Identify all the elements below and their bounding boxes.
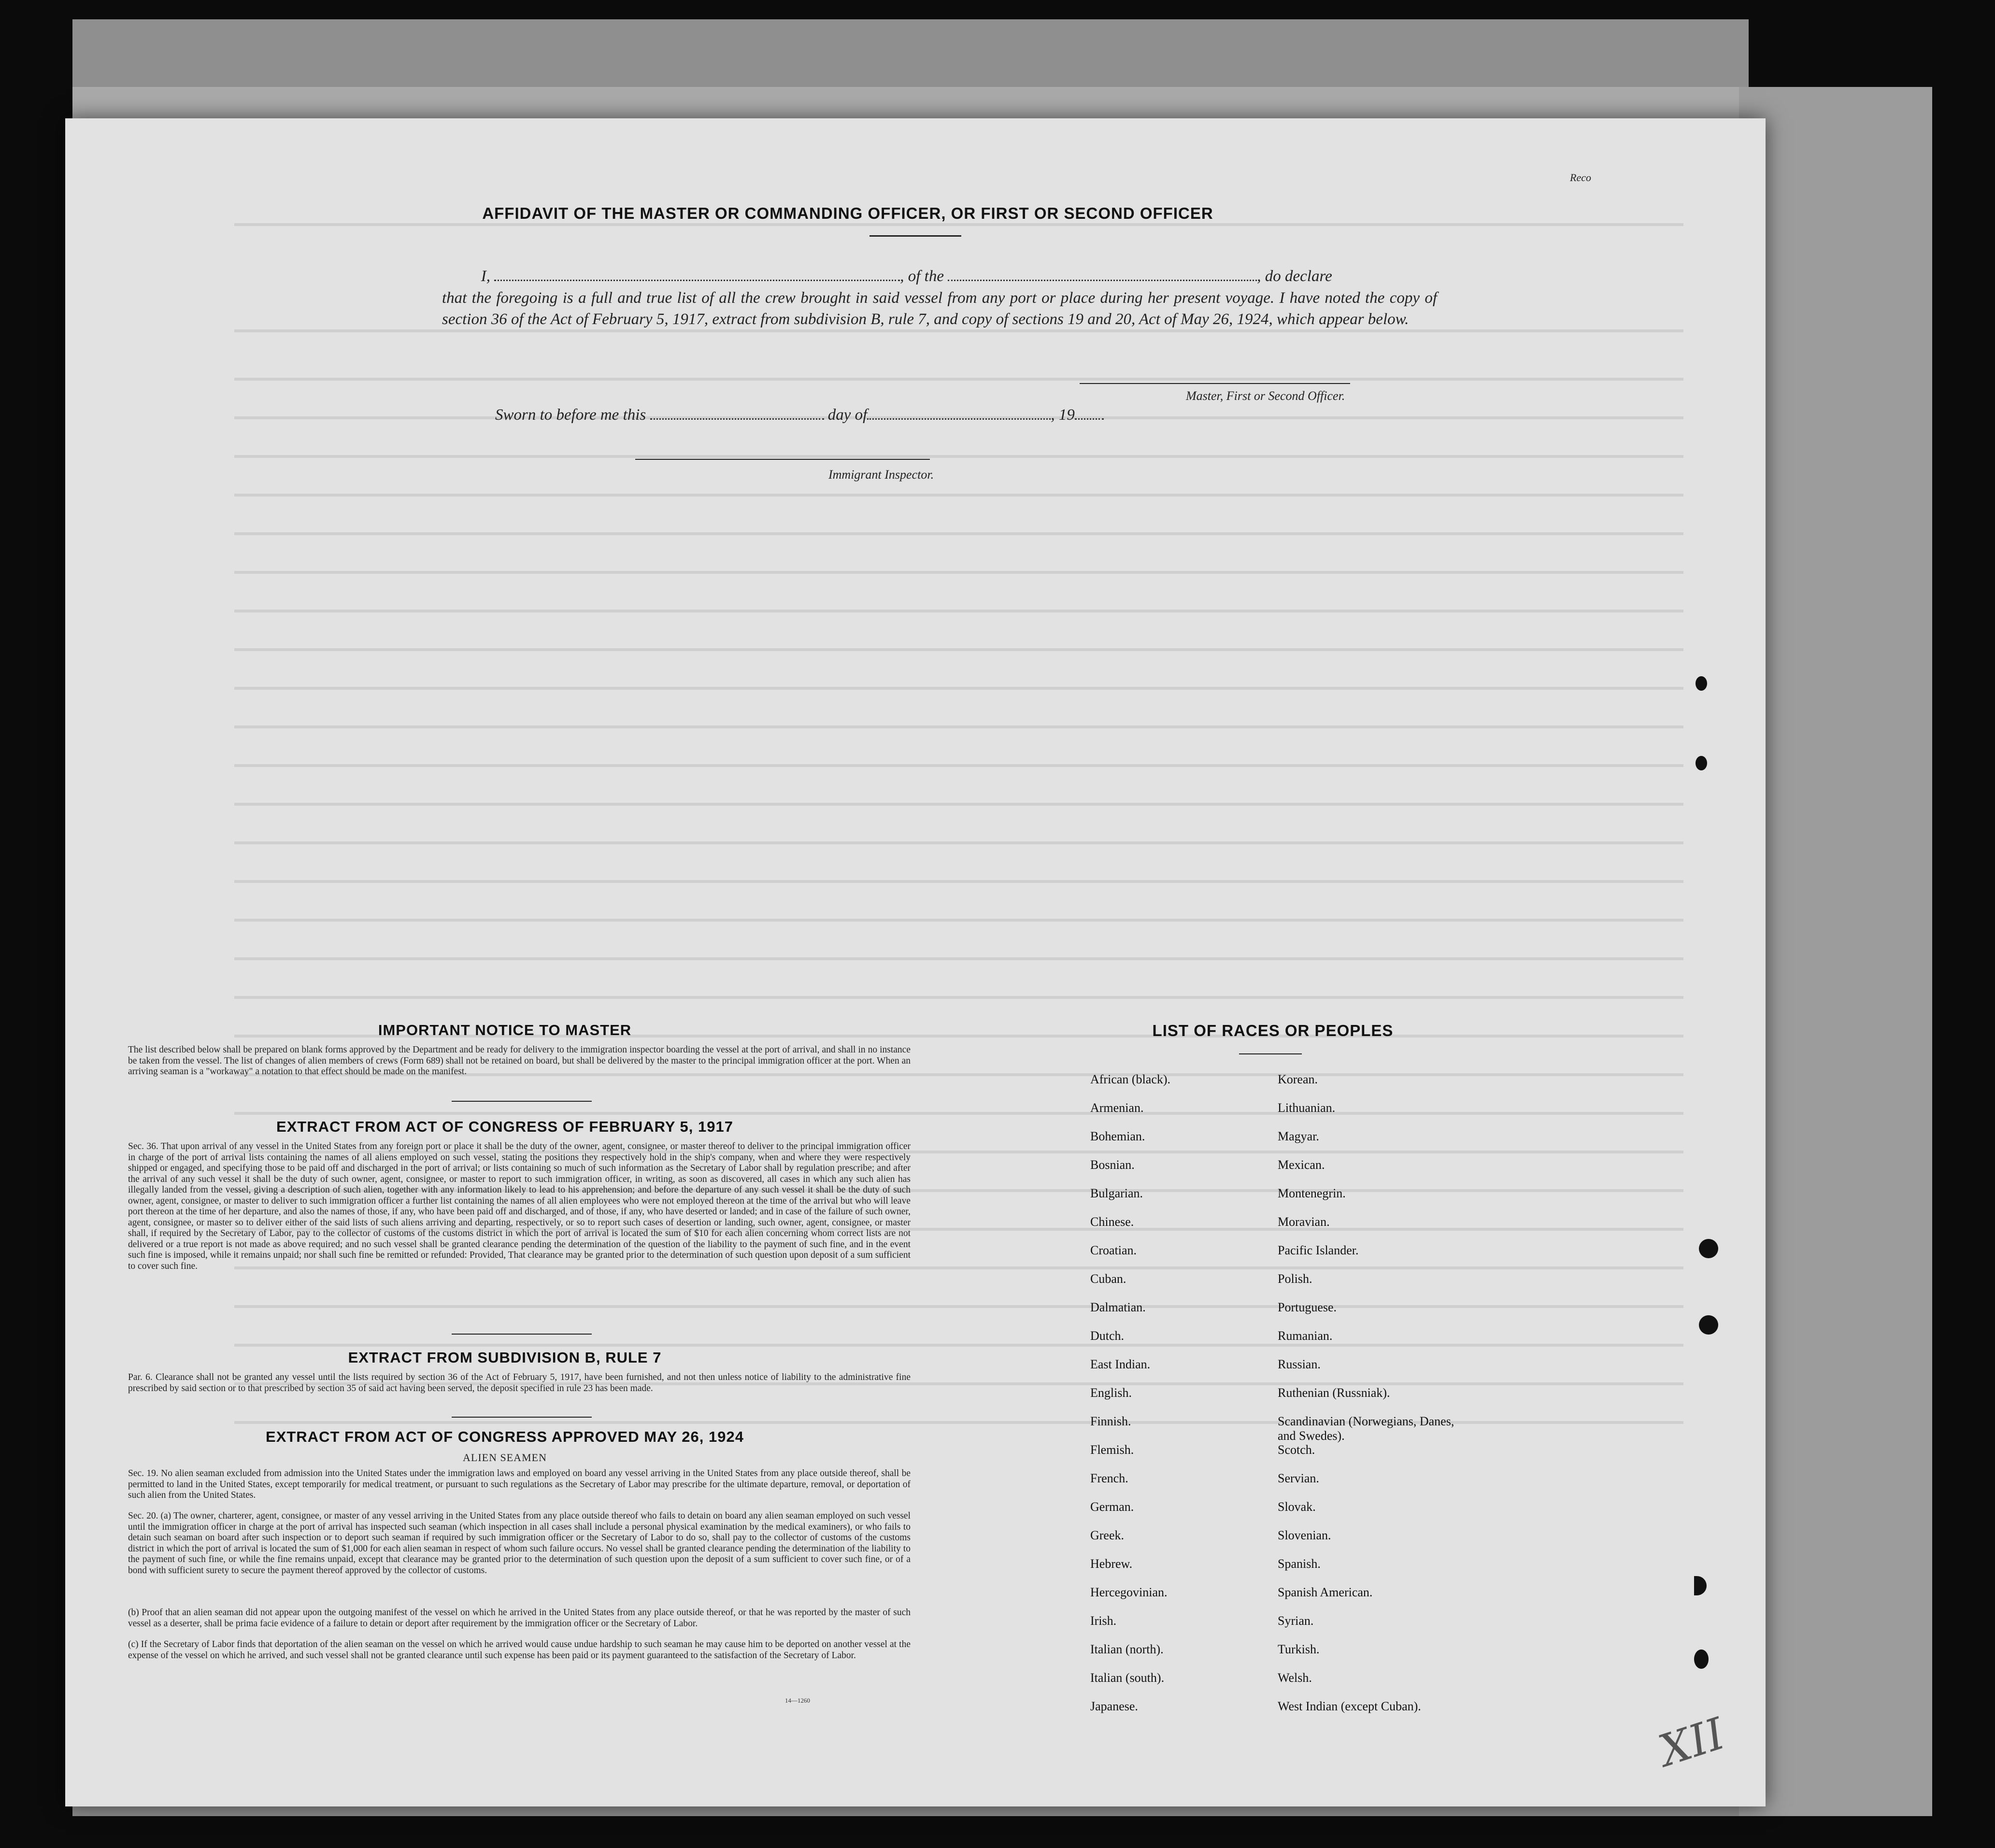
extract-rule7-title: EXTRACT FROM SUBDIVISION B, RULE 7	[348, 1349, 662, 1366]
extract-1924-title: EXTRACT FROM ACT OF CONGRESS APPROVED MAY 26, 1924	[266, 1428, 744, 1445]
declarant-prefix: I,	[481, 268, 490, 285]
sworn-month-field[interactable]	[867, 406, 1051, 420]
race-item: Italian (south).	[1090, 1671, 1165, 1685]
race-item: Greek.	[1090, 1528, 1125, 1542]
section-divider	[452, 1334, 592, 1335]
race-item: Mexican.	[1278, 1158, 1325, 1172]
vessel-prefix: , of the	[900, 268, 944, 285]
extract-1917-text: Sec. 36. That upon arrival of any vessel in the United States from any foreign port or place it shall be the duty of the owner, agent, consignee, or master thereof to deliver to the principal immigration officer in charge of the port of arrival lists containing the names of all aliens employed on such vessel, stating the positions they respectively hold in the ship's company, when and where they were respectively shipped or engaged, and specifying those to be paid off and discharged in the port of arrival; or lists containing so much of such information as the Secretary of Labor shall by regulation prescribe; and after the arrival of any such vessel it shall be the duty of such owner, agent, consignee, or master to report to such immigration officer, in writing, as soon as discovered, all cases in which any such alien has illegally landed from the vessel, giving a description of such alien, together with any information likely to lead to his apprehension; and before the departure of any such vessel it shall be the duty of such owner, agent, consignee, or master to deliver to such immigration officer a further list containing the names of all alien employees who were not employed thereon at the time of the arrival but who will leave port thereon at the time of her departure, and also the names of those, if any, who have been paid off and discharged, and of those, if any, who have deserted or landed; and in case of the failure of such owner, agent, consignee, or master so to deliver either of the said lists of such aliens arriving and departing, respectively, or so to report such cases of desertion or landing, such owner, agent, consignee, or master shall, if required by the Secretary of Labor, pay to the collector of customs of the customs district in which the port of arrival is located the sum of $10 for each alien concerning whom correct lists are not delivered or a true report is not made as above required; and no such vessel shall be granted clearance pending the determination of the question of the liability to the payment of such fine, and in the event such fine is imposed, while it remains unpaid; nor shall such fine be remitted or refunded: Provided, That clearance may be granted prior to the determination of such question upon deposit of a sum sufficient to cover such fine.	[128, 1141, 911, 1271]
section-divider	[452, 1101, 592, 1102]
races-title: LIST OF RACES OR PEOPLES	[1152, 1022, 1394, 1039]
race-item: Montenegrin.	[1278, 1186, 1346, 1200]
extract-1924-sec20b: (b) Proof that an alien seaman did not appear upon the outgoing manifest of the vessel on which he arrived in the United States from any place outside thereof, or that he was reported by the master of such vessel as a deserter, shall be prima facie evidence of a failure to detain or deport after requirement by the immigration officer or the Secretary of Labor.	[128, 1607, 911, 1629]
affidavit-body: that the foregoing is a full and true list of all the crew brought in said vessel from any port or place during her present voyage. I have noted the copy of section 36 of the Act of February 5, 1917, extract from subdivision B, rule 7, and copy of sections 19 and 20, Act of May 26, 1924, which appear below.	[442, 289, 1437, 328]
race-item: French.	[1090, 1471, 1128, 1485]
extract-1924-sec19: Sec. 19. No alien seaman excluded from admission into the United States under the immigration laws and employed on board any vessel arriving in the United States from any place outside thereof, shall be permitted to land in the United States, except temporarily for medical treatment, or pursuant to such regulations as the Secretary of Labor may prescribe for the ultimate departure, removal, or deportation of such alien from the United States.	[128, 1468, 911, 1500]
race-item: Magyar.	[1278, 1129, 1319, 1143]
section-divider	[452, 1417, 592, 1418]
form-number: 14—1260	[785, 1697, 810, 1704]
declarant-name-field[interactable]	[494, 267, 900, 281]
race-item: Rumanian.	[1278, 1329, 1333, 1343]
race-item: Ruthenian (Russniak).	[1278, 1386, 1390, 1400]
race-item: Syrian.	[1278, 1614, 1314, 1628]
punch-hole	[1694, 1576, 1707, 1595]
race-item: West Indian (except Cuban).	[1278, 1699, 1421, 1713]
race-item: German.	[1090, 1500, 1134, 1514]
race-item: Servian.	[1278, 1471, 1319, 1485]
race-item: Scotch.	[1278, 1443, 1315, 1457]
inspector-signature-label: Immigrant Inspector.	[828, 468, 934, 482]
race-item: Cuban.	[1090, 1272, 1126, 1286]
notice-text: The list described below shall be prepared on blank forms approved by the Department and be ready for delivery to the immigration inspector boarding the vessel at the port of arrival, and shall in no instance be taken from the vessel. The list of changes of alien members of crews (Form 689) shall not be retained on board, but shall be delivered by the master to the principal immigration officer at the port. When an arriving seaman is a "workaway" a notation to that effect should be made on the manifest.	[128, 1045, 911, 1077]
race-item: East Indian.	[1090, 1357, 1151, 1371]
race-item: Dalmatian.	[1090, 1300, 1146, 1314]
race-item: Hebrew.	[1090, 1557, 1133, 1571]
punch-hole	[1699, 1315, 1718, 1335]
race-item: Portuguese.	[1278, 1300, 1337, 1314]
race-item: Welsh.	[1278, 1671, 1312, 1685]
races-title-underline	[1239, 1053, 1302, 1054]
extract-rule7-text: Par. 6. Clearance shall not be granted any vessel until the lists required by section 36 of the Act of February 5, 1917, have been furnished, and not then unless notice of liability to the administrative fine prescribed by said section or to that prescribed by section 35 of said act having been served, the deposit specified in rule 23 has been made.	[128, 1372, 911, 1393]
extract-1924-sec20c: (c) If the Secretary of Labor finds that deportation of the alien seaman on the vessel on which he arrived would cause undue hardship to such seaman he may cause him to be deported on another vessel at the expense of the vessel on which he arrived, and such vessel shall not be granted clearance until such expense has been paid or its payment guaranteed to the satisfaction of the Secretary of Labor.	[128, 1639, 911, 1661]
race-item: Spanish American.	[1278, 1585, 1373, 1599]
corner-stamp: Reco	[1570, 171, 1591, 184]
race-item: Armenian.	[1090, 1101, 1144, 1115]
race-item: Italian (north).	[1090, 1642, 1164, 1656]
race-item: Finnish.	[1090, 1414, 1131, 1428]
race-item: Slovenian.	[1278, 1528, 1331, 1542]
manifest-page	[65, 118, 1766, 1806]
sworn-year-prefix: , 19	[1051, 406, 1075, 424]
race-item: Flemish.	[1090, 1443, 1134, 1457]
punch-hole	[1694, 1649, 1709, 1669]
race-item: Russian.	[1278, 1357, 1321, 1371]
handwritten-note: XII	[1653, 1708, 1731, 1777]
notice-title: IMPORTANT NOTICE TO MASTER	[378, 1022, 632, 1038]
sworn-date-field[interactable]	[650, 406, 824, 420]
extract-1917-title: EXTRACT FROM ACT OF CONGRESS OF FEBRUARY 5, 1917	[276, 1118, 733, 1135]
race-item: Moravian.	[1278, 1215, 1330, 1229]
race-item: Pacific Islander.	[1278, 1243, 1359, 1257]
race-item: Bohemian.	[1090, 1129, 1145, 1143]
race-item: Dutch.	[1090, 1329, 1125, 1343]
race-item: Irish.	[1090, 1614, 1117, 1628]
declare-suffix: , do declare	[1257, 268, 1332, 285]
underlying-sheet-right	[1739, 87, 1932, 1816]
race-item: Slovak.	[1278, 1500, 1316, 1514]
title-underline	[869, 235, 961, 237]
punch-hole	[1696, 756, 1707, 770]
race-item: Scandinavian (Norwegians, Danes, and Swedes).	[1278, 1414, 1454, 1443]
affidavit-title: AFFIDAVIT OF THE MASTER OR COMMANDING OFFICER, OR FIRST OR SECOND OFFICER	[482, 204, 1213, 222]
race-item: English.	[1090, 1386, 1132, 1400]
race-item: Chinese.	[1090, 1215, 1134, 1229]
inspector-signature-line	[635, 459, 930, 460]
race-item: Turkish.	[1278, 1642, 1320, 1656]
sworn-line	[495, 404, 1220, 426]
sworn-prefix: Sworn to before me this	[495, 406, 646, 424]
vessel-name-field[interactable]	[948, 267, 1257, 281]
punch-hole	[1699, 1239, 1718, 1258]
race-item: Bulgarian.	[1090, 1186, 1143, 1200]
race-item: Japanese.	[1090, 1699, 1138, 1713]
race-item: Lithuanian.	[1278, 1101, 1336, 1115]
sworn-year-field[interactable]	[1075, 406, 1104, 420]
extract-1924-subtitle: ALIEN SEAMEN	[463, 1451, 547, 1464]
master-signature-label: Master, First or Second Officer.	[1186, 389, 1345, 403]
race-item: Bosnian.	[1090, 1158, 1135, 1172]
race-item: Croatian.	[1090, 1243, 1137, 1257]
sworn-day-label: day of	[827, 406, 868, 424]
affidavit-declaration-line	[442, 266, 1437, 287]
race-item: Korean.	[1278, 1072, 1318, 1086]
race-item: Spanish.	[1278, 1557, 1321, 1571]
race-item: African (black).	[1090, 1072, 1171, 1086]
master-signature-line	[1080, 383, 1350, 384]
extract-1924-sec20a: Sec. 20. (a) The owner, charterer, agent, consignee, or master of any vessel arriving in the United States from any place outside thereof who fails to detain on board any alien seaman employed on such vessel until the immigration officer in charge at the port of arrival has inspected such seaman (which inspection in all cases shall include a personal physical examination by the medical examiners), or who fails to detain such seaman on board after such inspection or to deport such seaman if required by such immigration officer or the Secretary of Labor to do so, shall pay to the collector of customs of the customs district in which the port of arrival is located the sum of $1,000 for each alien seaman in respect of whom such failure occurs. No vessel shall be granted clearance pending the determination of the liability to the payment of such fine, or while the fine remains unpaid, except that clearance may be granted prior to the determination of such question upon the deposit of a sum sufficient to cover such fine, or of a bond with sufficient surety to secure the payment thereof approved by the collector of customs.	[128, 1511, 911, 1576]
punch-hole	[1696, 676, 1707, 691]
race-item: Hercegovinian.	[1090, 1585, 1168, 1599]
race-item: Polish.	[1278, 1272, 1312, 1286]
